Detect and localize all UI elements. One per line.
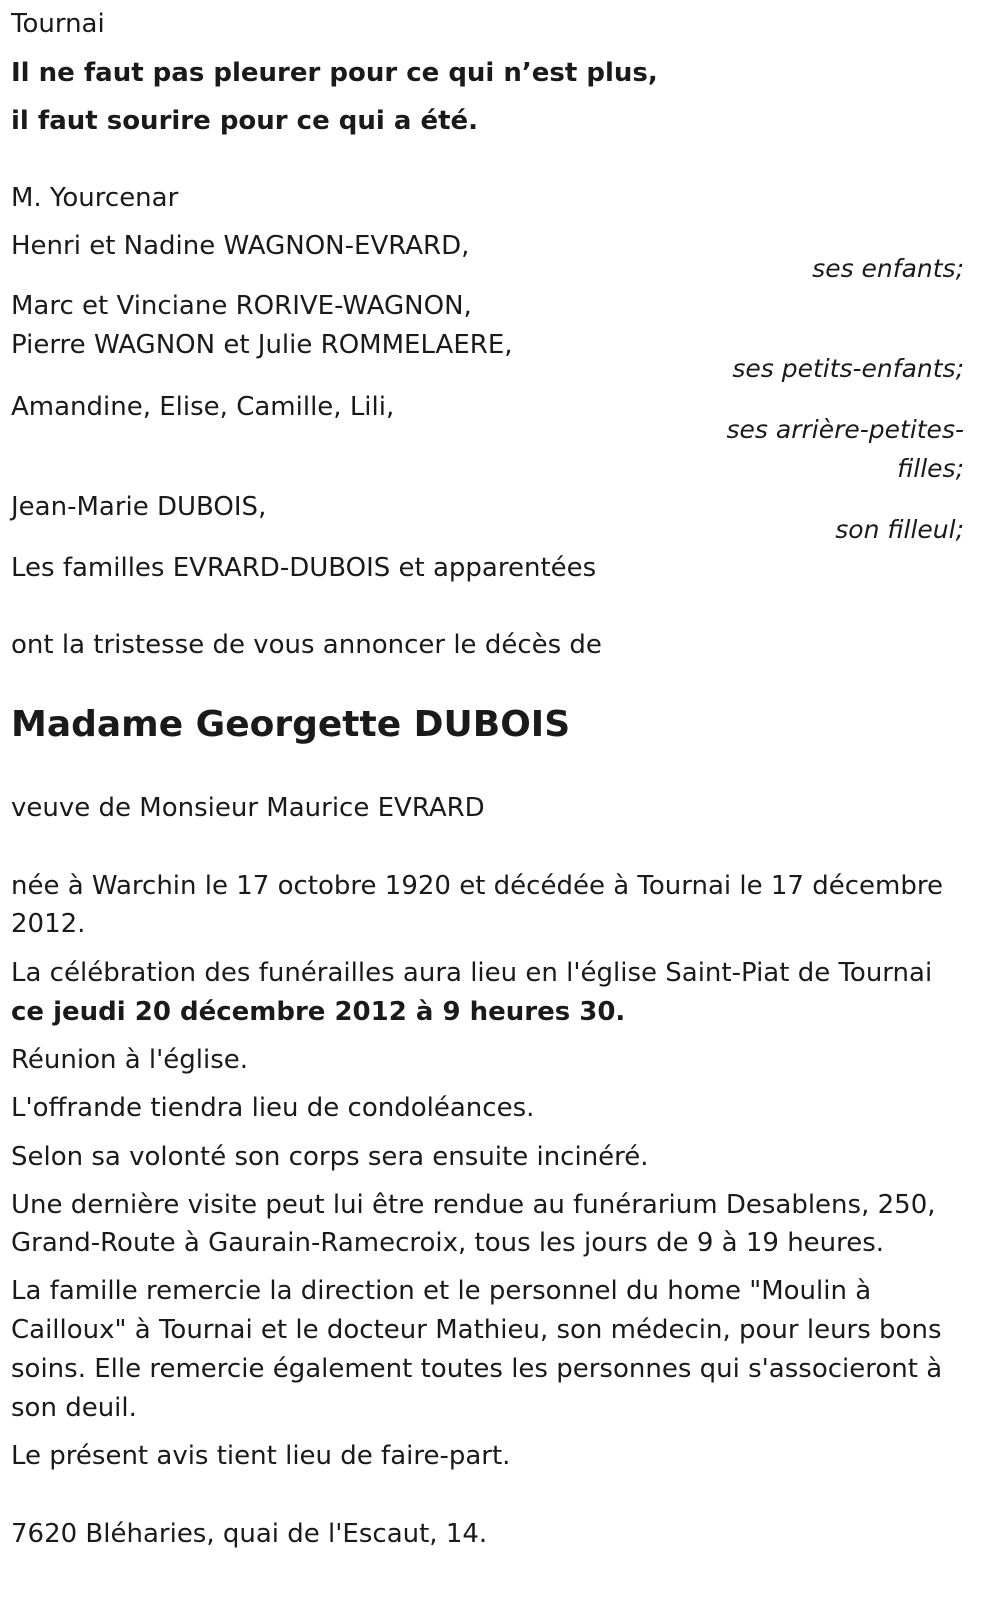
grandchildren-names-1: Marc et Vinciane RORIVE-WAGNON, — [11, 291, 472, 321]
offering: L'offrande tiendra lieu de condoléances. — [11, 1093, 535, 1123]
m-yourcenar: M. Yourcenar — [11, 183, 179, 213]
great-grandchildren-relation-1: ses arrière-petites- — [726, 415, 964, 444]
widow-of: veuve de Monsieur Maurice EVRARD — [11, 793, 485, 823]
thanks-line-4: son deuil. — [11, 1393, 137, 1423]
cremation: Selon sa volonté son corps sera ensuite incinéré. — [11, 1142, 649, 1172]
great-grandchildren-relation-2: filles; — [897, 454, 964, 483]
godson-relation: son filleul; — [835, 515, 964, 544]
families: Les familles EVRARD-DUBOIS et apparentées — [11, 553, 597, 583]
funeral-line-1: La célébration des funérailles aura lieu en l'église Saint-Piat de Tournai — [11, 958, 933, 988]
birth-death-line-2: 2012. — [11, 909, 86, 939]
visit-line-2: Grand-Route à Gaurain-Ramecroix, tous les jours de 9 à 19 heures. — [11, 1228, 885, 1258]
quote-line-1: Il ne faut pas pleurer pour ce qui n’est plus, — [11, 58, 658, 88]
meeting: Réunion à l'église. — [11, 1045, 249, 1075]
great-grandchildren-names: Amandine, Elise, Camille, Lili, — [11, 392, 395, 422]
quote-line-2: il faut sourire pour ce qui a été. — [11, 106, 479, 136]
announcement-intro: ont la tristesse de vous annoncer le décès de — [11, 630, 602, 660]
children-relation: ses enfants; — [812, 254, 964, 283]
thanks-line-1: La famille remercie la direction et le personnel du home "Moulin à — [11, 1276, 872, 1306]
address: 7620 Bléharies, quai de l'Escaut, 14. — [11, 1519, 488, 1549]
grandchildren-relation: ses petits-enfants; — [732, 354, 964, 383]
thanks-line-3: soins. Elle remercie également toutes les personnes qui s'associeront à — [11, 1354, 943, 1384]
grandchildren-names-2: Pierre WAGNON et Julie ROMMELAERE, — [11, 330, 513, 360]
children-names: Henri et Nadine WAGNON-EVRARD, — [11, 231, 470, 261]
funeral-line-2: ce jeudi 20 décembre 2012 à 9 heures 30. — [11, 997, 626, 1027]
deceased-name: Madame Georgette DUBOIS — [11, 704, 571, 745]
godson-name: Jean-Marie DUBOIS, — [11, 492, 267, 522]
thanks-line-2: Cailloux" à Tournai et le docteur Mathieu, son médecin, pour leurs bons — [11, 1315, 942, 1345]
city: Tournai — [11, 9, 105, 39]
visit-line-1: Une dernière visite peut lui être rendue au funérarium Desablens, 250, — [11, 1190, 936, 1220]
birth-death-line-1: née à Warchin le 17 octobre 1920 et décédée à Tournai le 17 décembre — [11, 871, 943, 901]
notice: Le présent avis tient lieu de faire-part. — [11, 1441, 511, 1471]
